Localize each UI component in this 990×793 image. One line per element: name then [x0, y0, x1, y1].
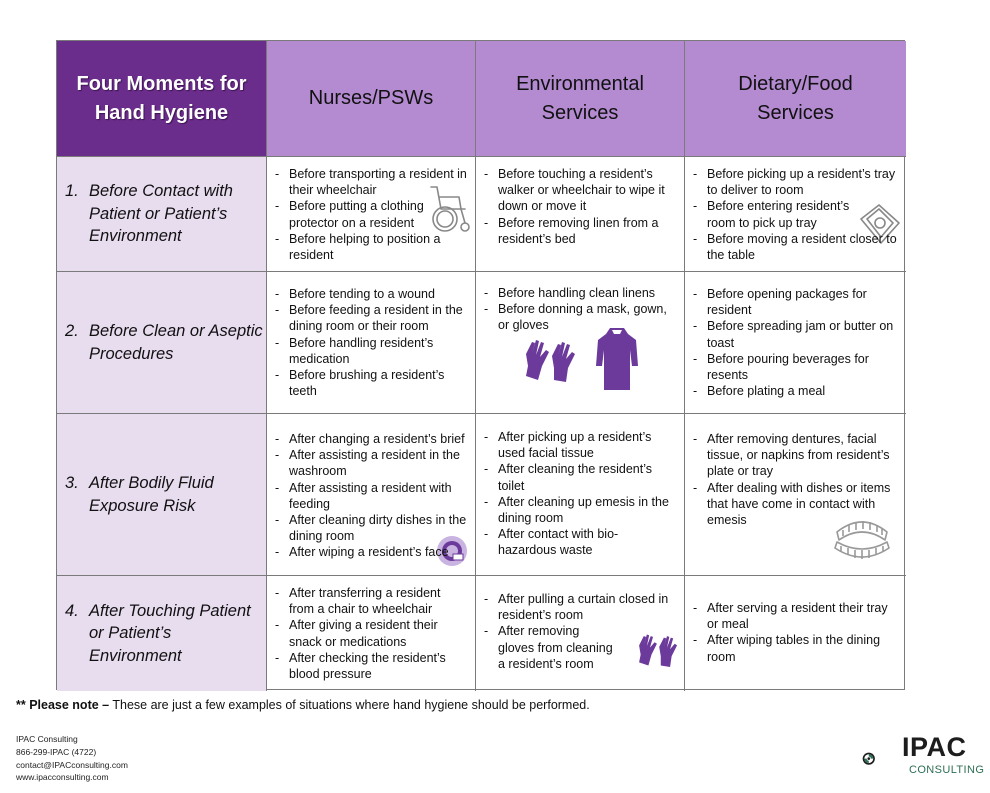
dietary-cell-3	[685, 414, 906, 576]
list-item: - After wiping tables in the dining room	[693, 632, 898, 664]
contact-info	[16, 733, 128, 784]
moment-label: Before Clean or Aseptic Procedures	[89, 322, 263, 363]
list-item: - After giving a resident their snack or medications	[275, 617, 467, 649]
item-list	[275, 166, 467, 263]
moment-label: Before Contact with Patient or Patient’s Environment	[89, 182, 233, 246]
item-list	[693, 431, 898, 528]
column-header-dietary	[685, 41, 906, 157]
logo-name: IPAC	[902, 732, 967, 762]
list-item: - After serving a resident their tray or meal	[693, 600, 898, 632]
list-item: - After cleaning up emesis in the dining room	[484, 494, 676, 526]
item-list	[693, 286, 898, 399]
list-item: - Before transporting a resident in their wheelchair	[275, 166, 467, 198]
item-list	[275, 431, 467, 561]
list-item: - Before tending to a wound	[275, 286, 467, 302]
column-header-label: Environmental Services	[516, 72, 644, 124]
list-item: - Before entering resident’s room to pick up tray	[693, 198, 898, 230]
list-item: - Before handling clean linens	[484, 285, 676, 301]
environmental-cell-4	[476, 576, 685, 691]
moment-cell-3	[57, 414, 267, 576]
dietary-cell-1	[685, 157, 906, 272]
list-item: - After cleaning the resident’s toilet	[484, 461, 676, 493]
list-item: - Before removing linen from a resident’s bed	[484, 215, 676, 247]
footnote	[16, 698, 590, 712]
moment-cell-2	[57, 272, 267, 414]
footnote-label: ** Please note –	[16, 698, 110, 712]
website-url: www.ipacconsulting.com	[16, 772, 109, 783]
list-item: - Before opening packages for resident	[693, 286, 898, 318]
list-item: - After assisting a resident in the washroom	[275, 447, 467, 479]
list-item: - Before touching a resident’s walker or wheelchair to wipe it down or move it	[484, 166, 676, 215]
table-title: Four Moments for Hand Hygiene	[76, 72, 247, 124]
moment-cell-1	[57, 157, 267, 272]
ipac-logo-mark	[862, 734, 904, 784]
dietary-cell-2	[685, 272, 906, 414]
logo-subtitle: CONSULTING	[909, 764, 985, 776]
table-title-cell	[57, 41, 267, 157]
environmental-cell-2	[476, 272, 685, 414]
list-item: - Before putting a clothing protector on a resident	[275, 198, 467, 230]
company-name: IPAC Consulting	[16, 734, 78, 744]
item-list	[484, 591, 676, 672]
column-header-label: Nurses/PSWs	[308, 87, 434, 109]
list-item: - Before handling resident’s medication	[275, 335, 467, 367]
moment-label: After Bodily Fluid Exposure Risk	[89, 474, 214, 515]
item-list	[484, 429, 676, 559]
column-header-nurses	[267, 41, 476, 157]
hand-hygiene-table	[56, 40, 905, 690]
environmental-cell-3	[476, 414, 685, 576]
item-list	[484, 285, 676, 334]
list-item: - After dealing with dishes or items that have come in contact with emesis	[693, 480, 898, 529]
list-item: - Before plating a meal	[693, 383, 898, 399]
list-item: - Before picking up a resident’s tray to deliver to room	[693, 166, 898, 198]
list-item: - Before pouring beverages for resents	[693, 351, 898, 383]
column-header-label: Dietary/Food Services	[738, 72, 853, 124]
moment-cell-4	[57, 576, 267, 691]
list-item: - After transferring a resident from a chair to wheelchair	[275, 585, 467, 617]
list-item: - Before feeding a resident in the dining room or their room	[275, 302, 467, 334]
item-list	[275, 585, 467, 682]
moment-number: 3.	[65, 474, 79, 492]
item-list	[693, 166, 898, 263]
list-item: - Before spreading jam or butter on toast	[693, 318, 898, 350]
nurses-cell-2	[267, 272, 476, 414]
list-item: - Before donning a mask, gown, or gloves	[484, 301, 676, 333]
gloves-icon	[522, 334, 584, 386]
moment-number: 4.	[65, 601, 79, 620]
list-item: - After pulling a curtain closed in resident’s room	[484, 591, 676, 623]
list-item: - After picking up a resident’s used facial tissue	[484, 429, 676, 461]
list-item: - Before helping to position a resident	[275, 231, 467, 263]
gown-icon	[594, 326, 640, 392]
nurses-cell-3	[267, 414, 476, 576]
item-list	[693, 600, 898, 665]
list-item: - After contact with bio-hazardous waste	[484, 526, 676, 558]
footnote-text: These are just a few examples of situations where hand hygiene should be performed.	[109, 698, 590, 712]
nurses-cell-4	[267, 576, 476, 691]
moment-label: After Touching Patient or Patient’s Environment	[89, 601, 251, 665]
email-address: contact@IPACconsulting.com	[16, 759, 128, 770]
moment-number: 1.	[65, 182, 79, 201]
list-item: - After assisting a resident with feeding	[275, 480, 467, 512]
list-item: - After removing gloves from cleaning a resident’s room	[484, 623, 676, 672]
column-header-environmental	[476, 41, 685, 157]
nurses-cell-1	[267, 157, 476, 272]
list-item: - After removing dentures, facial tissue, or napkins from resident’s plate or tray	[693, 431, 898, 480]
moment-number: 2.	[65, 322, 79, 340]
dietary-cell-4	[685, 576, 906, 691]
list-item: - After wiping a resident’s face	[275, 544, 467, 560]
phone-number: 866-299-IPAC (4722)	[16, 746, 97, 757]
list-item: - After changing a resident’s brief	[275, 431, 467, 447]
environmental-cell-1	[476, 157, 685, 272]
list-item: - Before brushing a resident’s teeth	[275, 367, 467, 399]
list-item: - After cleaning dirty dishes in the dining room	[275, 512, 467, 544]
list-item: - Before moving a resident closer to the table	[693, 231, 898, 263]
list-item: - After checking the resident’s blood pressure	[275, 650, 467, 682]
item-list	[484, 166, 676, 247]
item-list	[275, 286, 467, 399]
